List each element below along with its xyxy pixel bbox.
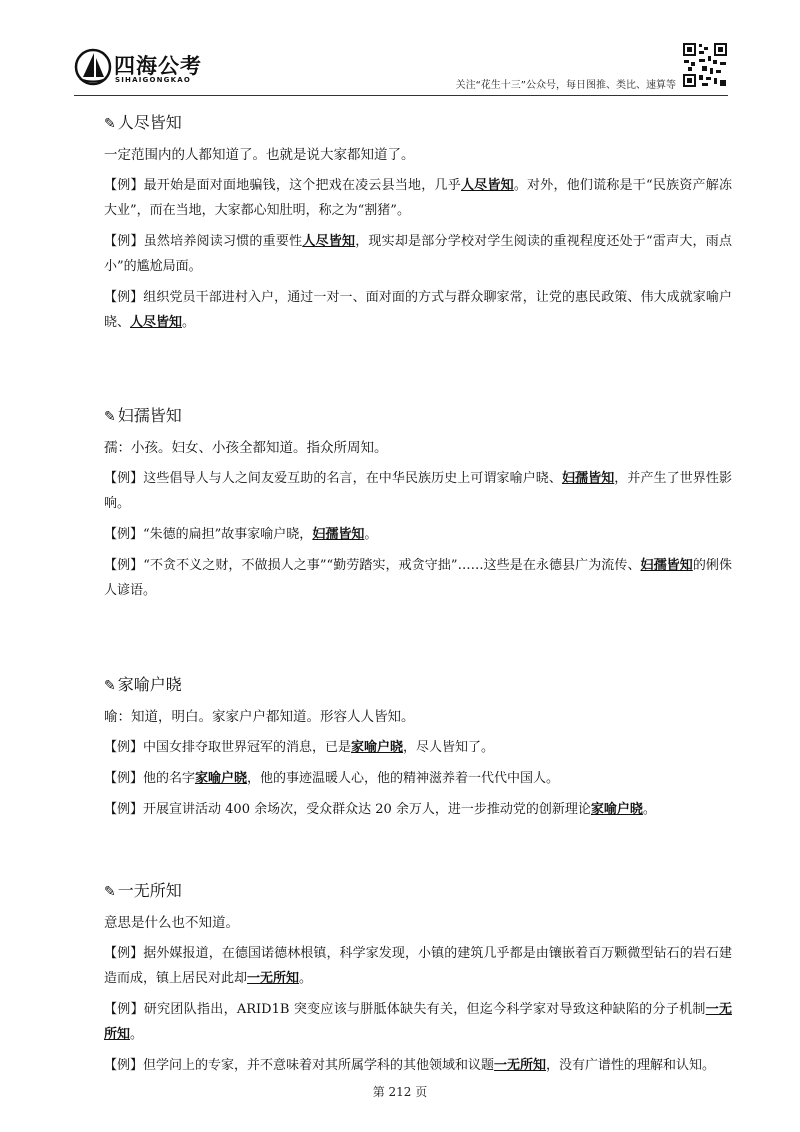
entry-section [104,404,732,603]
keyword: 家喻户晓 [351,740,404,755]
example-tag: 【例】 [104,1058,144,1073]
entry-title [104,673,732,697]
example-tag: 【例】 [104,290,144,305]
example-item [104,1053,732,1078]
follow-text: 关注“花生十三”公众号，每日图推、类比、速算等 [455,80,676,91]
example-text: ，尽人皆知了。 [403,740,495,755]
example-text: “朱德的扁担”故事家喻户晓， [143,527,313,542]
example-text: 开展宣讲活动 400 余场次，受众群众达 20 余万人，进一步推动党的创新理论 [143,802,591,817]
example-text: 这些倡导人与人之间友爱互助的名言，在中华民族历史上可谓家喻户晓、 [143,471,562,486]
header-divider [74,95,728,96]
example-text: 的俐侏人谚语。 [104,558,732,598]
example-tag: 【例】 [104,802,144,817]
example-item [104,229,732,279]
example-text: 。 [642,802,656,817]
entry-title-text: 妇孺皆知 [117,406,182,425]
example-text: ，现实却是部分学校对学生阅读的重视程度还处于“雷声大，雨点小”的尴尬局面。 [104,234,732,274]
example-text: 最开始是面对面地骗钱，这个把戏在凌云县当地，几乎 [143,178,461,193]
entry-section [104,673,732,822]
example-item [104,553,732,603]
example-text: 。 [299,971,313,986]
keyword: 家喻户晓 [195,771,248,786]
example-item [104,766,732,791]
keyword: 妇孺皆知 [561,471,615,486]
pencil-icon: ✎ [104,884,116,900]
example-item [104,997,732,1047]
entry-title-text: 家喻户晓 [117,675,182,694]
example-tag: 【例】 [104,740,144,755]
example-item [104,466,732,516]
entry-definition: 意思是什么也不知道。 [104,915,239,931]
example-tag: 【例】 [104,527,144,542]
keyword: 妇孺皆知 [312,527,365,542]
example-tag: 【例】 [104,771,144,786]
example-item [104,941,732,991]
entry-title-text: 人尽皆知 [117,113,182,132]
logo [74,48,224,88]
qr-code-icon [682,42,728,88]
example-text: 。对外，他们谎称是干“民族资产解冻大业”，而在当地，大家都心知肚明，称之为“割猪”。 [104,178,732,218]
keyword: 人尽皆知 [130,315,183,330]
example-tag: 【例】 [104,178,144,193]
entry-title-text: 一无所知 [117,881,182,900]
entry-definition: 一定范围内的人都知道了。也就是说大家都知道了。 [104,147,415,163]
example-item [104,173,732,223]
example-text: 。 [130,1027,144,1042]
page-number: 第 212 页 [372,1085,428,1099]
example-text: 研究团队指出，ARID1B 突变应该与胼胝体缺失有关，但迄今科学家对导致这种缺陷的分子机制 [143,1002,706,1017]
logo-subtext: SIHAIGONGKAO [115,76,192,84]
keyword: 一无所知 [494,1058,547,1073]
entry-title [104,404,732,428]
example-text: ，他的事迹温暖人心，他的精神滋养着一代代中国人。 [247,771,560,786]
example-tag: 【例】 [104,1002,144,1017]
keyword: 人尽皆知 [460,178,514,193]
example-text: “不贪不义之财，不做损人之事”“勤劳踏实，戒贪守拙”……这些是在永德县广为流传、 [143,558,641,573]
entry-section [104,879,732,1078]
example-tag: 【例】 [104,471,144,486]
example-text: 但学问上的专家，并不意味着对其所属学科的其他领域和议题 [143,1058,495,1073]
example-text: 组织党员干部进村入户，通过一对一、面对面的方式与群众聊家常，让党的惠民政策、伟大成就家喻户晓、 [104,290,732,330]
entry-section [104,111,732,335]
example-item [104,285,732,335]
example-text: 。 [364,527,378,542]
entry-definition: 喻：知道，明白。家家户户都知道。形容人人皆知。 [104,709,415,725]
example-tag: 【例】 [104,234,144,249]
logo-text: 四海公考 [114,54,202,78]
entry-definition: 孺：小孩。妇女、小孩全都知道。指众所周知。 [104,440,388,456]
keyword: 一无所知 [104,1002,732,1042]
example-text: 。 [182,315,196,330]
pencil-icon: ✎ [104,116,116,132]
example-text: ，没有广谱性的理解和认知。 [546,1058,716,1073]
example-item [104,735,732,760]
keyword: 妇孺皆知 [640,558,693,573]
example-text: 中国女排夺取世界冠军的消息，已是 [143,740,352,755]
pencil-icon: ✎ [104,409,116,425]
example-text: 据外媒报道，在德国诺德林根镇，科学家发现，小镇的建筑几乎都是由镶嵌着百万颗微型钻石的岩石建造而成，镇上居民对此却 [104,946,732,986]
pencil-icon: ✎ [104,678,116,694]
example-item [104,797,732,822]
entry-title [104,111,732,135]
example-tag: 【例】 [104,558,144,573]
keyword: 家喻户晓 [590,802,643,817]
entry-title [104,879,732,903]
keyword: 一无所知 [247,971,300,986]
keyword: 人尽皆知 [302,234,356,249]
example-text: 他的名字 [143,771,196,786]
example-item [104,522,732,547]
example-text: ，并产生了世界性影响。 [104,471,732,511]
page-header [74,42,728,92]
example-text: 虽然培养阅读习惯的重要性 [143,234,303,249]
sail-logo-icon [74,48,112,86]
example-tag: 【例】 [104,946,144,961]
